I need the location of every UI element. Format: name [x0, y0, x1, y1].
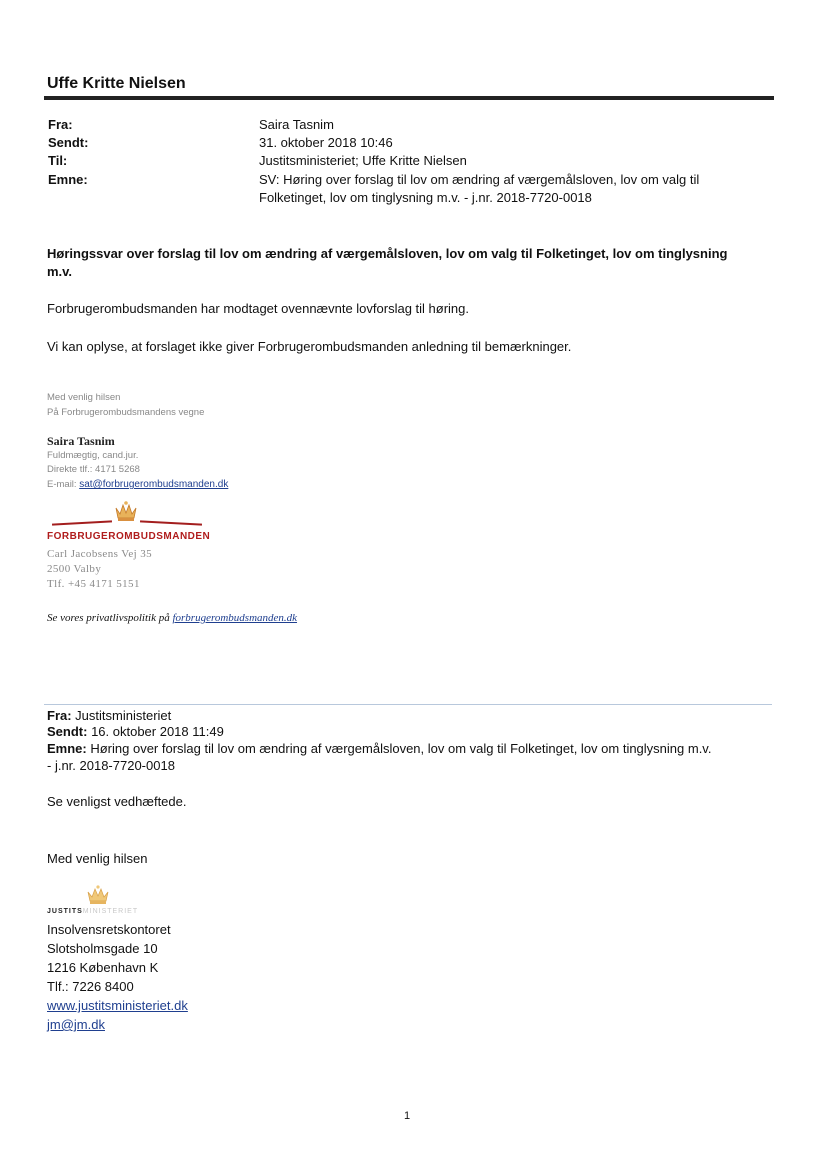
header-sent-value: 31. oktober 2018 10:46 [259, 135, 393, 150]
privacy-text: Se vores privatlivspolitik på [47, 612, 173, 624]
original-subject-label: Emne: [47, 741, 87, 756]
header-from-label: Fra: [48, 117, 73, 132]
header-from-value: Saira Tasnim [259, 117, 334, 132]
reply-heading-line2: m.v. [47, 264, 73, 279]
privacy-link[interactable]: forbrugerombudsmanden.dk [172, 612, 298, 624]
original-sent-line [47, 724, 224, 739]
signature-on-behalf: På Forbrugerombudsmandens vegne [47, 407, 205, 418]
reply-heading: Høringssvar over forslag til lov om ændring af værgemålsloven, lov om valg til Folketinget, lov om tinglysning [47, 246, 728, 261]
original-sent-value: 16. oktober 2018 11:49 [87, 724, 224, 739]
original-from-value: Justitsministeriet [71, 708, 172, 723]
ministry-website-link[interactable]: www.justitsministeriet.dk [47, 998, 188, 1013]
signature-email-label: E-mail: [47, 479, 80, 490]
ministry-email-link[interactable]: jm@jm.dk [47, 1017, 105, 1032]
signature-title: Fuldmægtig, cand.jur. [47, 450, 139, 461]
original-body: Se venligst vedhæftede. [47, 794, 187, 809]
message-separator [44, 704, 772, 705]
reply-paragraph-1: Forbrugerombudsmanden har modtaget ovennævnte lovforslag til høring. [47, 301, 470, 316]
ministry-logo-text-light: MINISTERIET [82, 908, 139, 915]
header-subject-value: SV: Høring over forslag til lov om ændring af værgemålsloven, lov om valg til [259, 172, 700, 187]
brand-address-phone: Tlf. +45 4171 5151 [47, 578, 140, 590]
ministry-phone: Tlf.: 7226 8400 [47, 979, 134, 994]
ministry-logo-text [47, 908, 138, 915]
header-to-label: Til: [48, 153, 68, 168]
original-from-line [47, 708, 171, 723]
reply-paragraph-2: Vi kan oplyse, at forslaget ikke giver Forbrugerombudsmanden anledning til bemærkninger. [47, 339, 572, 354]
original-greeting: Med venlig hilsen [47, 851, 148, 866]
crown-icon [113, 500, 139, 522]
ministry-street: Slotsholmsgade 10 [47, 941, 158, 956]
signature-greeting: Med venlig hilsen [47, 392, 121, 403]
ministry-city: 1216 København K [47, 960, 159, 975]
original-sent-label: Sendt: [47, 724, 88, 739]
document-owner-name: Uffe Kritte Nielsen [47, 75, 186, 92]
privacy-line [47, 612, 297, 624]
original-subject-line [47, 741, 711, 756]
brand-logo-line-right [140, 520, 202, 525]
original-subject-line2: - j.nr. 2018-7720-0018 [47, 758, 175, 773]
ministry-office: Insolvensretskontoret [47, 922, 171, 937]
header-subject-label: Emne: [48, 172, 88, 187]
crown-icon [86, 885, 110, 905]
header-to-value: Justitsministeriet; Uffe Kritte Nielsen [259, 153, 467, 168]
signature-name: Saira Tasnim [47, 434, 115, 448]
ministry-logo-text-bold: JUSTITS [47, 908, 83, 915]
page-number: 1 [404, 1110, 411, 1122]
header-subject-value-line2: Folketinget, lov om tinglysning m.v. - j.nr. 2018-7720-0018 [259, 190, 592, 205]
header-sent-label: Sendt: [48, 135, 89, 150]
brand-address-city: 2500 Valby [47, 563, 102, 575]
brand-address-street: Carl Jacobsens Vej 35 [47, 548, 153, 560]
original-subject-value: Høring over forslag til lov om ændring af værgemålsloven, lov om valg til Folketinget, lov om tinglysning m.v. [86, 741, 712, 756]
signature-email-link[interactable]: sat@forbrugerombudsmanden.dk [79, 479, 229, 490]
signature-phone: Direkte tlf.: 4171 5268 [47, 464, 140, 475]
signature-email-line [47, 479, 228, 490]
brand-logo-line-left [52, 520, 112, 525]
brand-name: FORBRUGEROMBUDSMANDEN [47, 531, 211, 542]
header-rule [44, 96, 774, 100]
original-from-label: Fra: [47, 708, 72, 723]
